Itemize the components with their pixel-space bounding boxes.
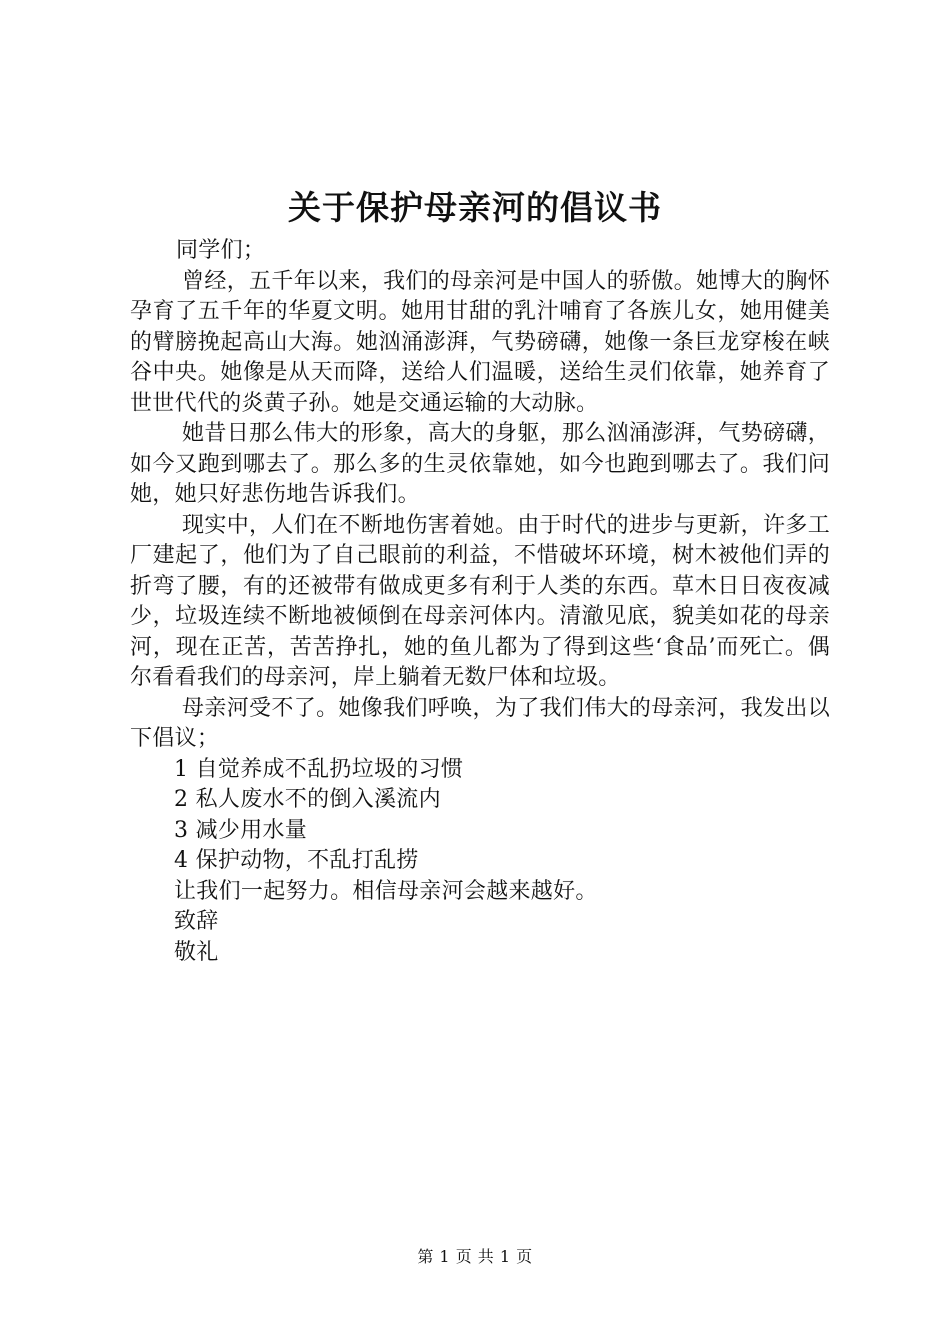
salutation: 同学们； (176, 238, 266, 263)
proposal-item-3: 3 减少用水量 (174, 817, 308, 843)
page-footer: 第 1 页 共 1 页 (417, 1247, 533, 1266)
paragraph-4: 母亲河受不了。她像我们呼唤，为了我们伟大的母亲河，我发出以下倡议； (130, 695, 830, 751)
closing-line: 让我们一起努力。相信母亲河会越来越好。 (174, 878, 598, 904)
document-body (130, 236, 830, 968)
proposal-item-4: 4 保护动物，不乱打乱捞 (174, 848, 419, 873)
closing-salutation: 致辞 (174, 909, 219, 934)
proposal-item-1: 1 自觉养成不乱扔垃圾的习惯 (174, 756, 464, 782)
paragraph-1: 曾经，五千年以来，我们的母亲河是中国人的骄傲。她博大的胸怀孕育了五千年的华夏文明。她用甘甜的乳汁哺育了各族儿女，她用健美的臂膀挽起高山大海。她汹涌澎湃，气势磅礴，她像一条巨龙穿梭在峡谷中央。她像是从天而降，送给人们温暖，送给生灵们依靠，她养育了世世代代的炎黄子孙。她是交通运输的大动脉。 (130, 268, 830, 416)
proposal-item-2: 2 私人废水不的倒入溪流内 (174, 787, 441, 812)
paragraph-3: 现实中，人们在不断地伤害着她。由于时代的进步与更新，许多工厂建起了，他们为了自己眼前的利益，不惜破坏环境，树木被他们弄的折弯了腰，有的还被带有做成更多有利于人类的东西。草木日日夜夜减少，垃圾连续不断地被倾倒在母亲河体内。清澈见底，貌美如花的母亲河，现在正苦，苦苦挣扎，她的鱼儿都为了得到这些‘食品’而死亡。偶尔看看我们的母亲河，岸上躺着无数尸体和垃圾。 (130, 512, 830, 690)
document-title: 关于保护母亲河的倡议书 (288, 188, 662, 227)
paragraph-2: 她昔日那么伟大的形象，高大的身躯，那么汹涌澎湃，气势磅礴，如今又跑到哪去了。那么多的生灵依靠她，如今也跑到哪去了。我们问她，她只好悲伤地告诉我们。 (130, 421, 830, 507)
closing-regards: 敬礼 (174, 939, 219, 965)
